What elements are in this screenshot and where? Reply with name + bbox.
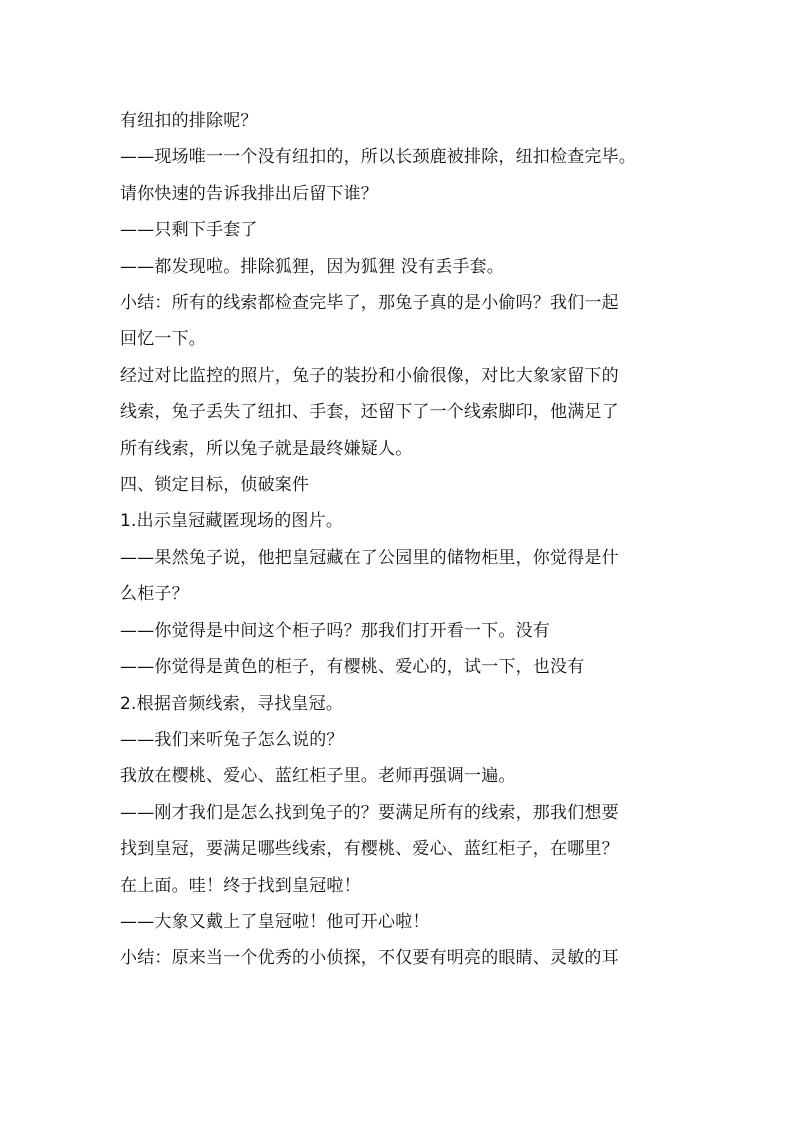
numbered-item: 1.出示皇冠藏匿现场的图片。 — [120, 511, 344, 532]
text-line: 线索，兔子丢失了纽扣、手套，还留下了一个线索脚印，他满足了 — [120, 402, 619, 423]
text-line: ——现场唯一一个没有纽扣的，所以长颈鹿被排除，纽扣检查完毕。 — [120, 147, 636, 168]
text-line: 我放在樱桃、爱心、蓝红柜子里。老师再强调一遍。 — [120, 766, 516, 787]
text-line: 找到皇冠，要满足哪些线索，有樱桃、爱心、蓝红柜子，在哪里？ — [120, 839, 619, 860]
document-body — [120, 103, 680, 977]
text-line: ——你觉得是黄色的柜子，有樱桃、爱心的，试一下，也没有 — [120, 657, 585, 678]
text-line: 小结：所有的线索都检查完毕了，那兔子真的是小偷吗？我们一起 — [120, 293, 619, 314]
text-line: 回忆一下。 — [120, 329, 206, 350]
text-line: ——只剩下手套了 — [120, 220, 258, 241]
section-heading: 四、锁定目标，侦破案件 — [120, 475, 310, 496]
text-line: 经过对比监控的照片，兔子的装扮和小偷很像，对比大象家留下的 — [120, 365, 619, 386]
text-line: ——果然兔子说，他把皇冠藏在了公园里的储物柜里，你觉得是什 — [120, 547, 619, 568]
text-line: 么柜子？ — [120, 584, 189, 605]
text-line: 请你快速的告诉我排出后留下谁？ — [120, 183, 378, 204]
text-line: ——你觉得是中间这个柜子吗？那我们打开看一下。没有 — [120, 620, 550, 641]
text-line: ——我们来听兔子怎么说的？ — [120, 729, 344, 750]
text-line: 有纽扣的排除呢？ — [120, 111, 258, 131]
text-line: 小结：原来当一个优秀的小侦探，不仅要有明亮的眼睛、灵敏的耳 — [120, 948, 619, 969]
text-line: 所有线索，所以兔子就是最终嫌疑人。 — [120, 438, 413, 459]
text-line: ——大象又戴上了皇冠啦！他可开心啦！ — [120, 911, 430, 932]
text-line: ——刚才我们是怎么找到兔子的？要满足所有的线索，那我们想要 — [120, 802, 619, 823]
text-line: 在上面。哇！终于找到皇冠啦！ — [120, 875, 361, 896]
text-line: ——都发现啦。排除狐狸，因为狐狸 没有丢手套。 — [120, 256, 505, 277]
numbered-item: 2.根据音频线索，寻找皇冠。 — [120, 693, 344, 714]
